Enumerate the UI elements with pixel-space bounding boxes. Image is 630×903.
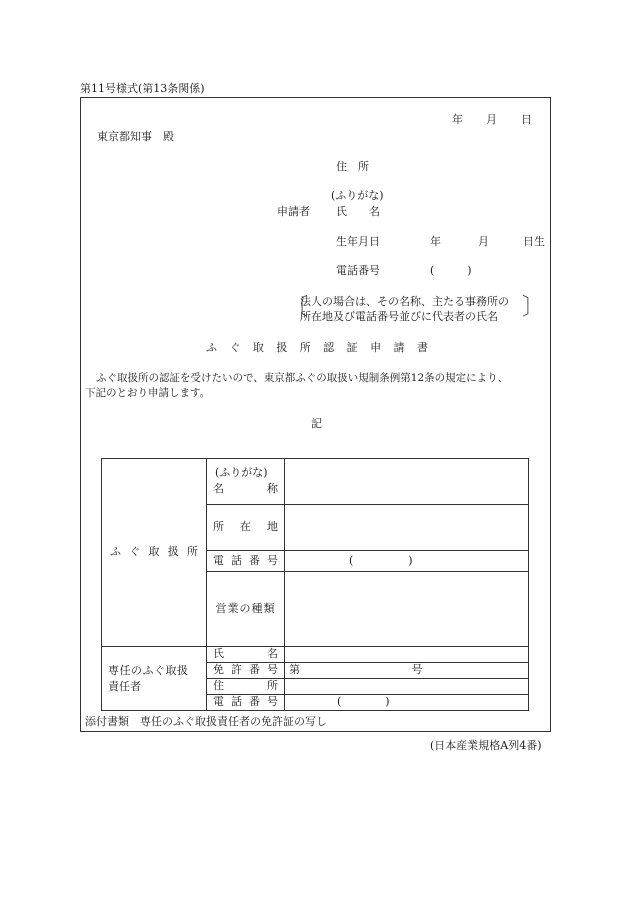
title-char: 認	[323, 341, 335, 354]
title-char: ふ	[206, 341, 217, 354]
mgr-phone-label-char: 号	[267, 695, 278, 709]
phone-label-char: 号	[267, 553, 278, 567]
date-month: 月	[486, 113, 497, 126]
phone-paren: ( )	[349, 553, 413, 567]
license-dai: 第	[289, 663, 300, 677]
facility-phone-value[interactable]	[285, 551, 529, 572]
title-char: 請	[393, 341, 405, 354]
mgr-phone-paren: ( )	[337, 695, 390, 709]
mgr-address-cell	[207, 679, 285, 695]
license-label-char: 免	[213, 663, 224, 677]
license-label-char: 号	[267, 663, 278, 677]
name-label-char: 名	[213, 482, 224, 495]
facility-label-char: 所	[187, 545, 198, 559]
facility-header	[102, 459, 207, 647]
name-cell	[207, 459, 285, 505]
location-cell	[207, 505, 285, 551]
date-day: 日	[521, 113, 532, 126]
phone-label-char: 話	[231, 553, 242, 567]
form-number: 第11号様式(第13条関係)	[80, 82, 205, 95]
document-title	[206, 342, 428, 353]
mgr-name-label-char: 名	[267, 647, 278, 661]
license-label-char: 許	[231, 663, 242, 677]
title-char: 取	[252, 341, 264, 354]
attachment-note: 添付書類 専任のふぐ取扱責任者の免許証の写し	[85, 715, 327, 728]
manager-address-value[interactable]	[285, 679, 529, 695]
phone-label-char: 番	[249, 553, 260, 567]
title-char: ぐ	[229, 341, 241, 354]
license-label-char: 番	[249, 663, 260, 677]
facility-location-value[interactable]	[285, 505, 529, 551]
phone-label: 電話番号	[336, 264, 380, 277]
phone-label-char: 電	[213, 553, 224, 567]
mgr-address-label-char: 住	[213, 679, 224, 693]
corp-note-line1: 法人の場合は、その名称、主たる事務所の	[300, 295, 509, 308]
manager-label-line2: 責任者	[108, 679, 141, 693]
mgr-phone-label-char: 電	[213, 695, 224, 709]
location-label-char: 地	[267, 520, 278, 534]
mgr-name-label-char: 氏	[213, 647, 224, 661]
dob-label: 生年月日	[336, 235, 380, 248]
table-row	[102, 459, 529, 505]
dob-day: 日生	[523, 235, 545, 248]
mgr-name-cell	[207, 647, 285, 663]
phone-paren: ( )	[430, 264, 472, 277]
facility-label-char: ふ	[110, 545, 121, 559]
date-year: 年	[452, 113, 463, 126]
table-row	[102, 647, 529, 663]
title-char: 申	[370, 341, 382, 354]
facility-label-char: 取	[148, 545, 160, 559]
corp-note-line2: 所在地及び電話番号並びに代表者の氏名	[300, 310, 498, 323]
location-label-char: 在	[240, 520, 251, 534]
manager-name-value[interactable]	[285, 647, 529, 663]
paper-size-note: (日本産業規格A列4番)	[430, 739, 542, 752]
address-label: 住 所	[336, 160, 369, 173]
mgr-phone-label-char: 話	[231, 695, 242, 709]
mgr-phone-label-char: 番	[249, 695, 260, 709]
facility-table	[101, 458, 529, 711]
bracket-open-icon: 〔	[286, 294, 309, 321]
phone-cell	[207, 551, 285, 572]
bracket-close-icon: 〕	[522, 294, 545, 321]
facility-name-value[interactable]	[285, 459, 529, 505]
business-type-value[interactable]	[285, 572, 529, 647]
mgr-phone-cell	[207, 695, 285, 711]
dob-year: 年	[430, 235, 441, 248]
manager-label-line1: 専任のふぐ取扱	[108, 663, 189, 677]
business-cell	[207, 572, 285, 647]
location-label-char: 所	[213, 520, 224, 534]
furigana-label: (ふりがな)	[215, 466, 268, 480]
license-number-value[interactable]	[285, 663, 529, 679]
mgr-address-label-char: 所	[267, 679, 278, 693]
applicant-label: 申請者	[277, 205, 310, 218]
title-char: 所	[299, 341, 311, 354]
facility-label-char: 扱	[167, 545, 179, 559]
manager-phone-value[interactable]	[285, 695, 529, 711]
body-line-2: 下記のとおり申請します。	[85, 387, 211, 399]
title-char: 書	[416, 341, 428, 354]
title-char: 証	[346, 341, 358, 354]
name-label: 氏 名	[336, 205, 380, 218]
business-label: 営業の種類	[215, 601, 276, 615]
furigana-label: (ふりがな)	[331, 189, 384, 202]
name-label-char: 称	[267, 482, 278, 495]
addressee: 東京都知事 殿	[97, 130, 174, 143]
facility-label-char: ぐ	[129, 545, 141, 559]
body-line-1: ふぐ取扱所の認証を受けたいので、東京都ふぐの取扱い規制条例第12条の規定により、	[96, 372, 509, 384]
dob-month: 月	[478, 235, 489, 248]
manager-header	[102, 647, 207, 711]
title-char: 扱	[276, 341, 288, 354]
license-cell	[207, 663, 285, 679]
license-go: 号	[411, 663, 423, 677]
ki-label: 記	[311, 417, 322, 430]
